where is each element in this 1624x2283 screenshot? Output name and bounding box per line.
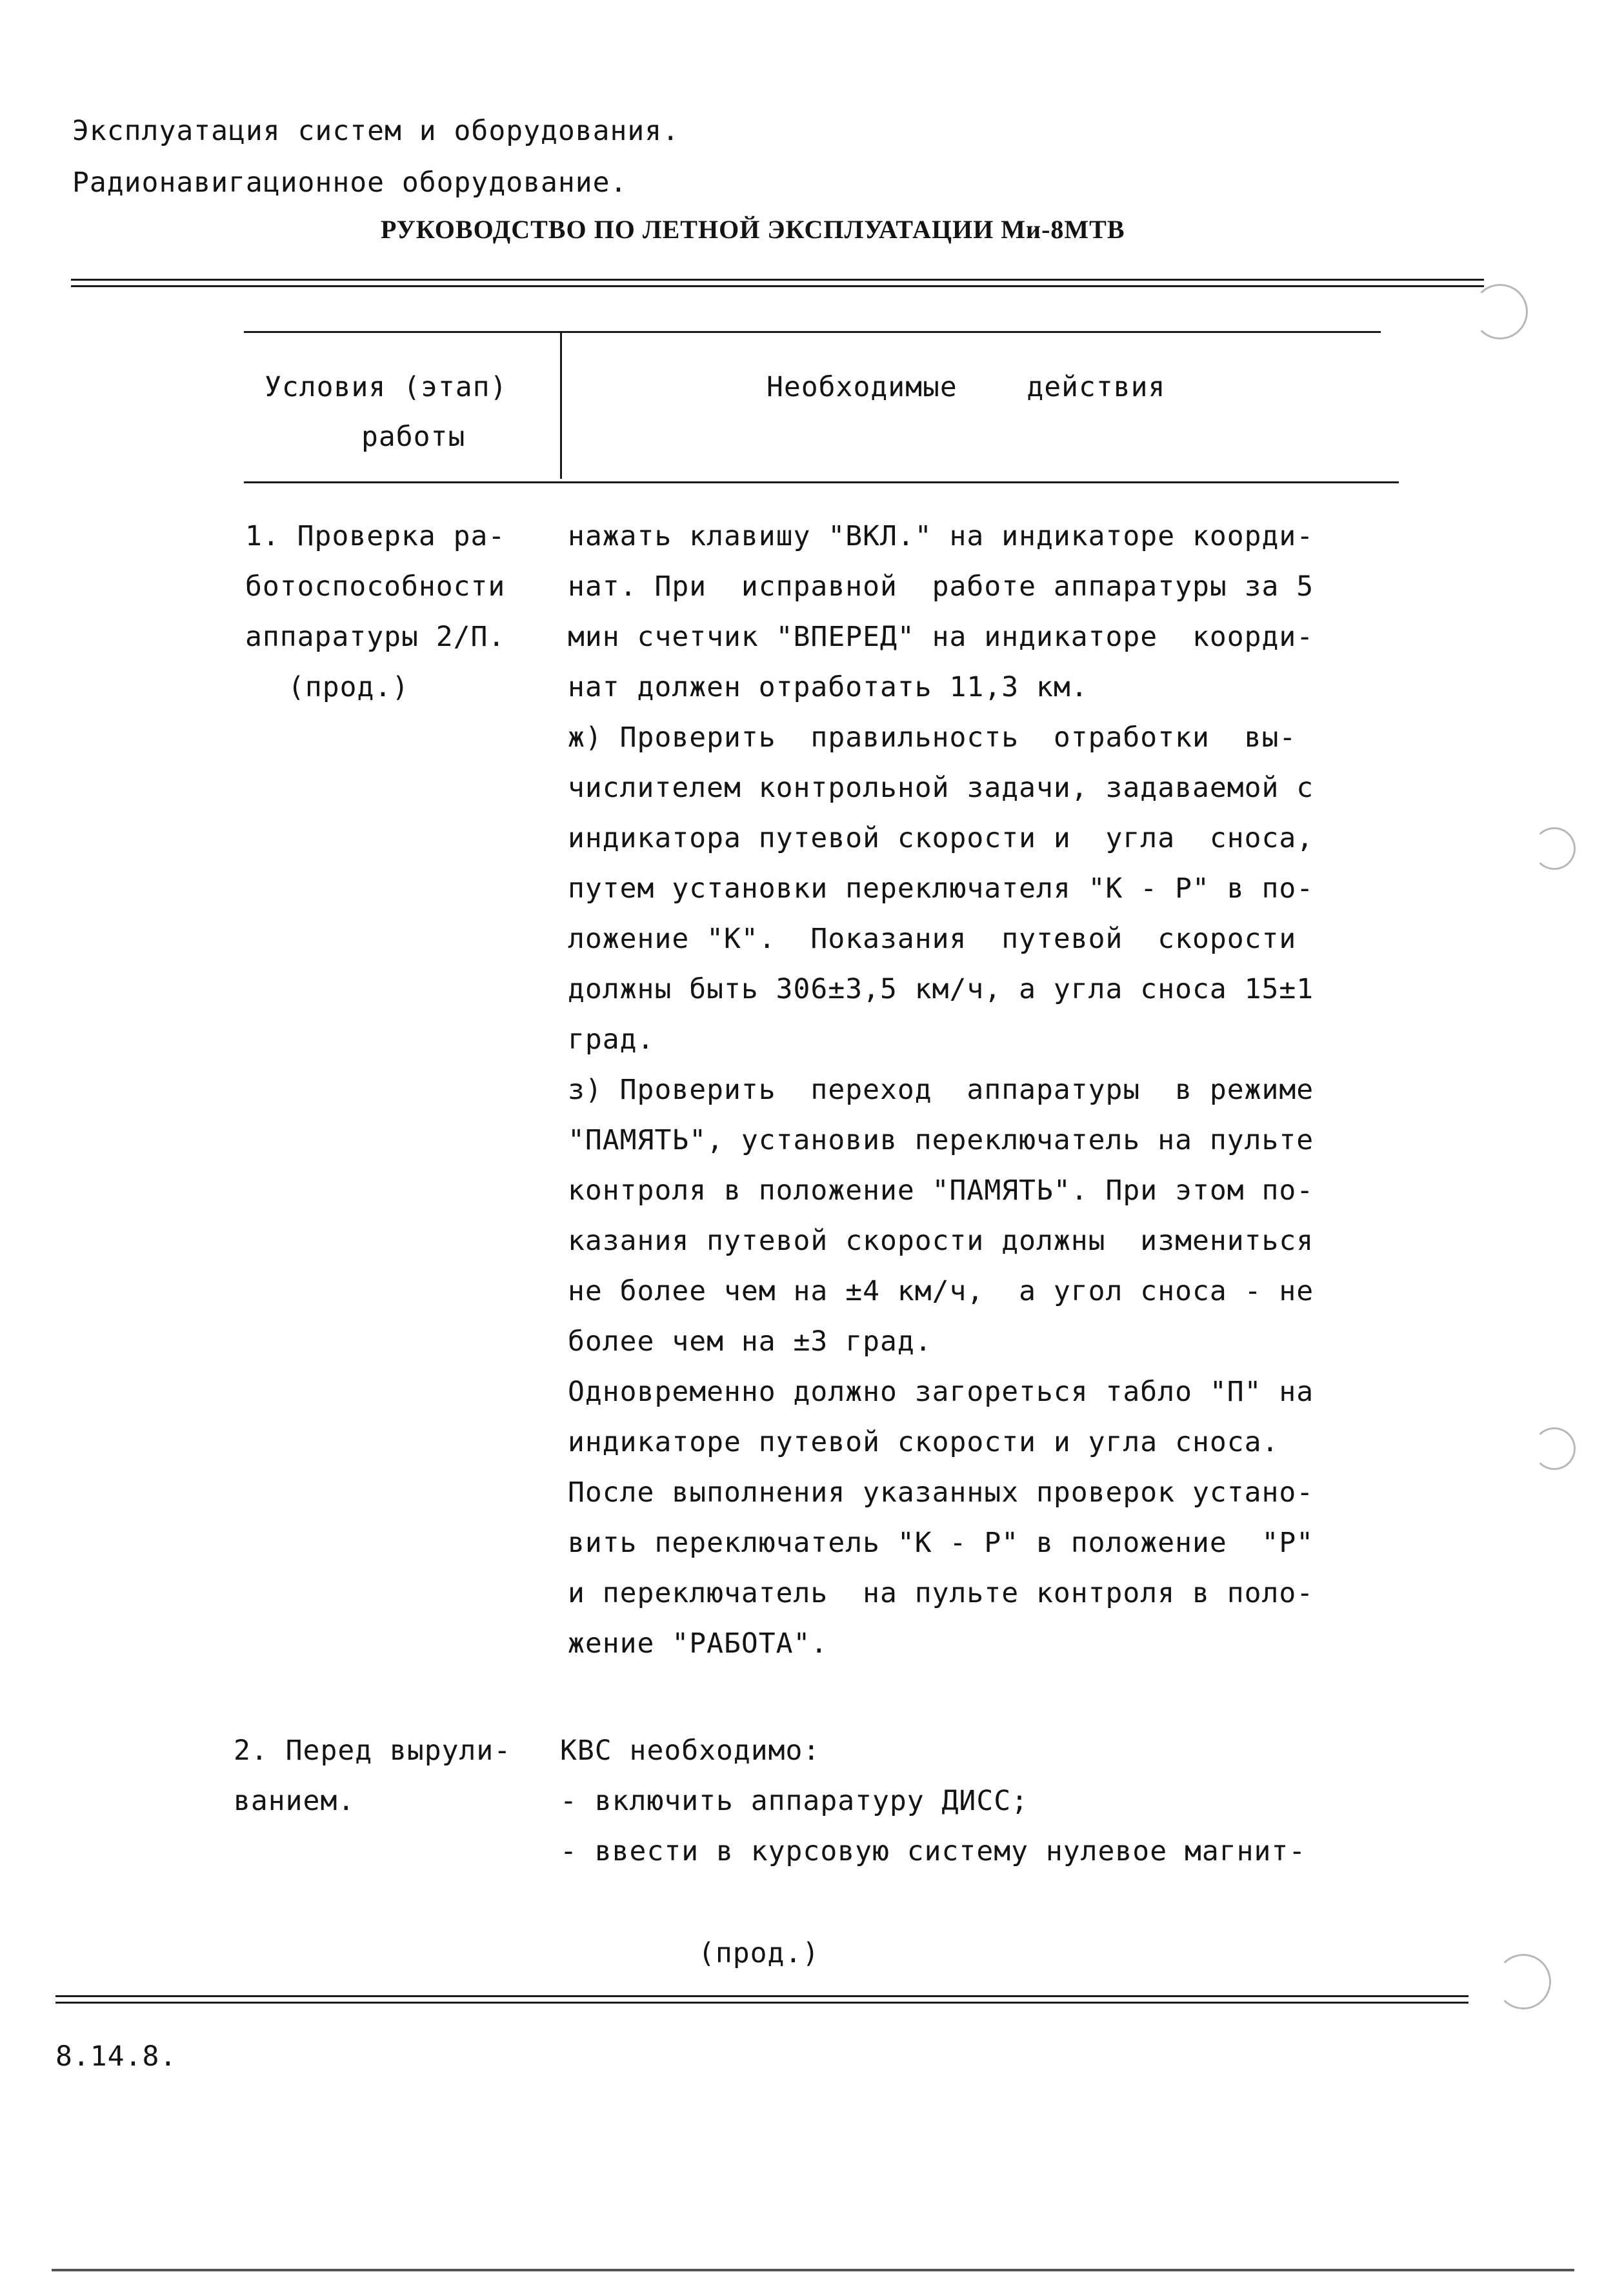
header-rule-top: [71, 279, 1484, 281]
row2-condition-line: 2. Перед вырули-: [234, 1735, 512, 1767]
conditions-header-cont: работы: [361, 421, 466, 453]
action-line: После выполнения указанных проверок устано-: [568, 1476, 1314, 1509]
page-number: 8.14.8.: [55, 2040, 177, 2073]
action-line: КВС необходимо:: [560, 1735, 821, 1767]
action-line: нажать клавишу "ВКЛ." на индикаторе коорди-: [568, 520, 1314, 552]
action-line: Одновременно должно загореться табло "П" на: [568, 1376, 1314, 1408]
table-header-top-rule: [244, 331, 1381, 333]
footer-rule-top: [55, 1995, 1469, 1997]
action-line: индикатора путевой скорости и угла сноса,: [568, 822, 1314, 854]
row1-condition-line: 1. Проверка ра-: [245, 520, 506, 552]
continued-label: (прод.): [698, 1937, 820, 1969]
punch-hole-icon: [1533, 1427, 1576, 1470]
page-bottom-edge: [52, 2269, 1574, 2271]
action-line: з) Проверить переход аппаратуры в режиме: [568, 1074, 1314, 1106]
action-line: более чем на ±3 град.: [568, 1325, 932, 1358]
manual-title: РУКОВОДСТВО ПО ЛЕТНОЙ ЭКСПЛУАТАЦИИ Ми-8МТВ: [381, 215, 1125, 244]
action-line: должны быть 306±3,5 км/ч, а угла сноса 15±1: [568, 973, 1314, 1005]
action-line: контроля в положение "ПАМЯТЬ". При этом по-: [568, 1174, 1314, 1207]
action-line: числителем контрольной задачи, задаваемой с: [568, 772, 1314, 804]
action-line: мин счетчик "ВПЕРЕД" на индикаторе коорди-: [568, 621, 1314, 653]
subsection-title: Радионавигационное оборудование.: [72, 166, 628, 199]
row1-condition-line: (прод.): [288, 671, 410, 703]
punch-hole-icon: [1496, 1954, 1551, 2009]
conditions-header: Условия (этап): [265, 371, 508, 403]
punch-hole-icon: [1533, 827, 1576, 870]
header-rule-bottom: [71, 285, 1484, 287]
action-line: не более чем на ±4 км/ч, а угол сноса - не: [568, 1275, 1314, 1307]
action-line: ж) Проверить правильность отработки вы-: [568, 721, 1297, 754]
action-line: казания путевой скорости должны измениться: [568, 1225, 1314, 1257]
row1-condition-line: ботоспособности: [245, 570, 506, 603]
action-line: индикаторе путевой скорости и угла сноса.: [568, 1426, 1279, 1458]
section-title: Эксплуатация систем и оборудования.: [72, 115, 680, 147]
footer-rule-bottom: [55, 2002, 1469, 2004]
actions-header: Необходимые действия: [767, 371, 1166, 403]
action-line: "ПАМЯТЬ", установив переключатель на пульте: [568, 1124, 1314, 1156]
action-line: нат должен отработать 11,3 км.: [568, 671, 1088, 703]
row2-condition-line: ванием.: [234, 1785, 356, 1817]
row1-condition-line: аппаратуры 2/П.: [245, 621, 506, 653]
table-header-bottom-rule: [244, 481, 1399, 483]
action-line: ложение "К". Показания путевой скорости: [568, 923, 1297, 955]
table-header-divider: [560, 333, 562, 479]
action-line: путем установки переключателя "К - Р" в по-: [568, 872, 1314, 905]
action-line: и переключатель на пульте контроля в поло-: [568, 1577, 1314, 1609]
action-line: нат. При исправной работе аппаратуры за 5: [568, 570, 1314, 603]
action-line: вить переключатель "К - Р" в положение "Р": [568, 1527, 1314, 1559]
action-line: жение "РАБОТА".: [568, 1627, 828, 1660]
punch-hole-icon: [1472, 284, 1528, 339]
action-line: - ввести в курсовую систему нулевое магнит-: [560, 1835, 1307, 1867]
action-line: - включить аппаратуру ДИСС;: [560, 1785, 1028, 1817]
action-line: град.: [568, 1023, 655, 1056]
